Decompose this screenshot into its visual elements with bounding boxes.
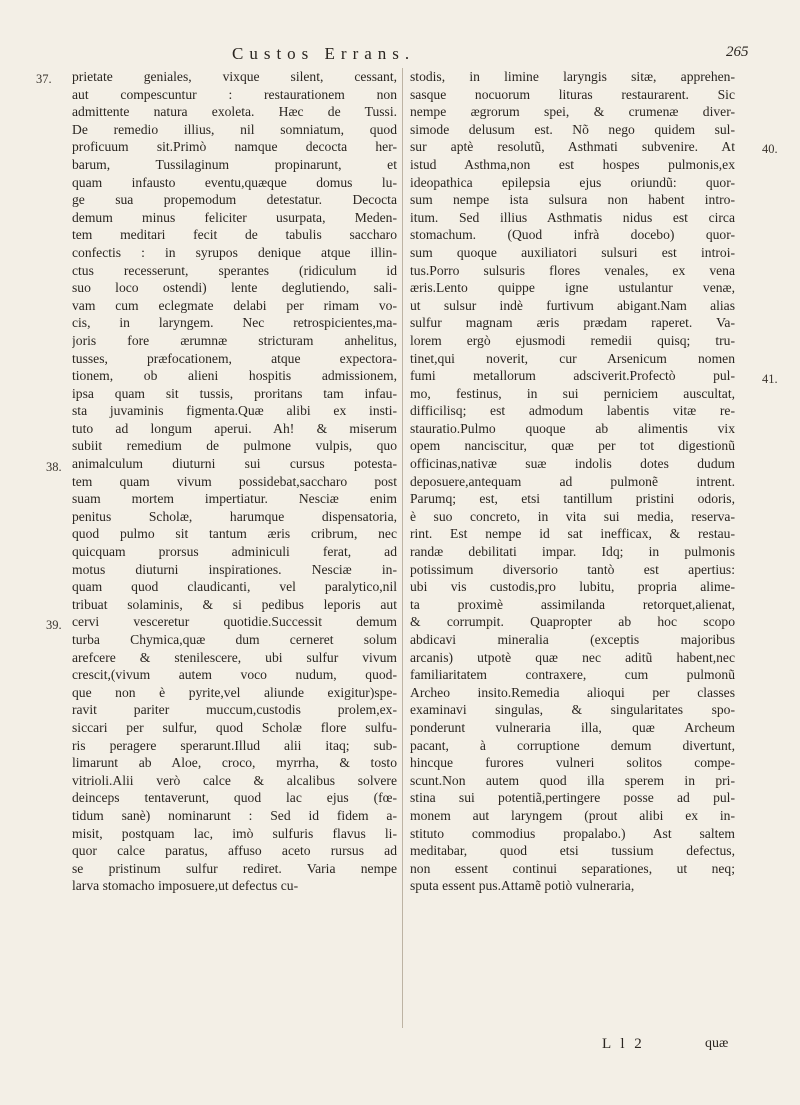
text-line: officinas,nativæ suæ indolis dotes dudum bbox=[410, 456, 735, 472]
text-line: penitus Scholæ, harumque dispensatoria, bbox=[72, 508, 397, 524]
text-line: confectis : in syrupos denique atque illin- bbox=[72, 244, 397, 260]
text-line: sum quoque auxiliatori sulsuri est introi- bbox=[410, 244, 735, 260]
text-line: turba Chymica,quæ dum cerneret solum bbox=[72, 632, 397, 647]
text-line: ravit pariter muccum,custodis prolem,ex- bbox=[72, 702, 397, 718]
margin-number-40: 40. bbox=[762, 142, 778, 156]
text-line: stituto commodius propalabo.) Ast saltem bbox=[410, 825, 735, 841]
text-line: stodis, in limine laryngis sitæ, apprehen- bbox=[410, 69, 735, 84]
text-line: quor calce paratus, affuso aceto rursus ad bbox=[72, 843, 397, 859]
text-line: pacant, à corruptione demum divertunt, bbox=[410, 737, 735, 753]
margin-number-39: 39. bbox=[46, 618, 62, 632]
text-line: subiit remedium de pulmone vulpis, quo bbox=[72, 438, 397, 454]
text-line: prietate geniales, vixque silent, cessant, bbox=[72, 69, 397, 84]
text-line: misit, postquam lac, imò sulfuris flavus li- bbox=[72, 825, 397, 841]
text-line: admittente natura exoleta. Hæc de Tussi. bbox=[72, 104, 397, 120]
text-line: randæ debilitati impar. Idq; in pulmonis bbox=[410, 544, 735, 560]
text-line: ideopathica epilepsia ejus oriundũ: quor- bbox=[410, 174, 735, 190]
text-line: demum minus feliciter usurpata, Meden- bbox=[72, 209, 397, 225]
margin-number-38: 38. bbox=[46, 460, 62, 474]
text-line: simode delusum est. Nõ nego quidem sul- bbox=[410, 121, 735, 137]
text-line: aut compescuntur : restaurationem non bbox=[72, 86, 397, 102]
left-column bbox=[72, 68, 397, 895]
text-line: tuto ad longum aperui. Ah! & miserum bbox=[72, 420, 397, 436]
text-line: sum nempe ista sulsura non habent intro- bbox=[410, 192, 735, 208]
text-line: & corrumpit. Quapropter ab hoc scopo bbox=[410, 614, 735, 630]
text-line: siccari per sulfur, quod Scholæ flore sulfu- bbox=[72, 719, 397, 735]
text-line: examinavi singulas, & singularitates spo- bbox=[410, 702, 735, 718]
text-line: itum. Sed illius Asthmatis nidus est circa bbox=[410, 209, 735, 225]
text-line: rint. Est nempe id sat inefficax, & restau- bbox=[410, 526, 735, 542]
text-line: abdicavi mineralia (exceptis majoribus bbox=[410, 632, 735, 647]
text-line: tinet,qui noverit, cur Arsenicum nomen bbox=[410, 350, 735, 366]
text-line: vam cum eclegmate delabi per rimam vo- bbox=[72, 297, 397, 313]
text-line: ubi vis custodis,pro lubitu, propria alime- bbox=[410, 579, 735, 595]
text-line: hincque furores vulneri solitos compe- bbox=[410, 755, 735, 771]
text-line: potissimum diversorio tantò est apertius: bbox=[410, 561, 735, 577]
text-line: cis, in laryngem. Nec retrospicientes,ma- bbox=[72, 315, 397, 331]
margin-number-41: 41. bbox=[762, 372, 778, 386]
text-line: sulfur magnam æris prædam raperet. Va- bbox=[410, 315, 735, 331]
text-line: mo, festinus, in sui perniciem auscultat, bbox=[410, 385, 735, 401]
text-line: que non è pyrite,vel aliunde exigitur)spe- bbox=[72, 684, 397, 700]
text-line: lorem ergò ejusmodi remedii quisq; tru- bbox=[410, 332, 735, 348]
text-line: ge sua propemodum detestatur. Decocta bbox=[72, 192, 397, 208]
running-head: Custos Errans. bbox=[232, 44, 416, 63]
text-line: larva stomacho imposuere,ut defectus cu- bbox=[72, 878, 299, 894]
column-divider bbox=[402, 68, 403, 1028]
text-line: deposuere,antequam ad pulmonẽ intrent. bbox=[410, 473, 735, 489]
text-line: quam infausto eventu,quæque domus lu- bbox=[72, 174, 397, 190]
right-column bbox=[410, 68, 735, 895]
text-line: quod pulmo sit tantum æris cribrum, nec bbox=[72, 526, 397, 542]
text-line: stomachum. (Quod infrà docebo) quor- bbox=[410, 227, 735, 243]
page-number: 265 bbox=[726, 44, 749, 60]
text-line: sur aptè resolutũ, Asthmati subvenire. At bbox=[410, 139, 735, 155]
text-line: cervi vesceretur quotidie.Successit demum bbox=[72, 614, 397, 630]
text-line: monem aut laryngem (prout alibi ex in- bbox=[410, 807, 735, 823]
text-line: Archeo insito.Remedia alioqui per classes bbox=[410, 684, 735, 700]
text-line: ut sulsur indè furtivum abigant.Nam alias bbox=[410, 297, 735, 313]
text-line: motus diuturni inspirationes. Nesciæ in- bbox=[72, 561, 397, 577]
text-line: De remedio illius, nil somniatum, quod bbox=[72, 121, 397, 137]
text-line: fumi metallorum adsciverit.Profectò pul- bbox=[410, 368, 735, 384]
text-line: suam mortem impertiatur. Nesciæ enim bbox=[72, 491, 397, 507]
text-line: tus.Porro sulsuris flores venales, ex vena bbox=[410, 262, 735, 278]
text-line: stauratio.Pulmo quoque ab alimentis vix bbox=[410, 420, 735, 436]
text-line: meditabar, quod etsi tussium defectus, bbox=[410, 843, 735, 859]
text-line: sputa essent pus.Attamẽ potiò vulneraria, bbox=[410, 878, 635, 894]
text-line: sasque nocuorum lituras restaurarent. Sic bbox=[410, 86, 735, 102]
text-line: ta proximè assimilanda retorquet,alienat, bbox=[410, 596, 735, 612]
text-line: se pristinum sulfur rediret. Varia nempe bbox=[72, 860, 397, 876]
margin-number-37: 37. bbox=[36, 72, 52, 86]
text-line: nempe ægrorum spei, & crumenæ diver- bbox=[410, 104, 735, 120]
text-line: difficilisq; est admodum labentis vitæ re- bbox=[410, 403, 735, 419]
text-line: æris.Lento quippe igne ustulantur venæ, bbox=[410, 280, 735, 296]
text-line: quam quod claudicanti, vel paralytico,nil bbox=[72, 579, 397, 595]
text-line: arefcere & stenilescere, ubi sulfur vivum bbox=[72, 649, 397, 665]
text-line: familiaritatem contraxere, cum pulmonũ bbox=[410, 667, 735, 683]
text-line: è suo concreto, in vita sui media, reserva- bbox=[410, 508, 735, 524]
text-line: Parumq; est, etsi tantillum pristini odoris, bbox=[410, 491, 735, 507]
text-line: joris fore ærumnæ stricturam anhelitus, bbox=[72, 332, 397, 348]
text-line: istud Asthma,non est hospes pulmonis,ex bbox=[410, 156, 735, 172]
text-line: arcanis) utpotè quæ nec aditũ habent,nec bbox=[410, 649, 735, 665]
text-line: animalculum diuturni sui cursus potesta- bbox=[72, 456, 397, 472]
text-line: suo loco ostendi) lente deglutiendo, sali- bbox=[72, 280, 397, 296]
text-line: tem meditari fecit de tabulis saccharo bbox=[72, 227, 397, 243]
text-line: proficuum sit.Primò namque decocta her- bbox=[72, 139, 397, 155]
text-line: ipsa quam sit tussis, proritans tam infau- bbox=[72, 385, 397, 401]
text-line: quicquam prorsus adminiculi ferat, ad bbox=[72, 544, 397, 560]
text-line: tusses, præfocationem, atque expectora- bbox=[72, 350, 397, 366]
text-line: non essent continui separationes, ut neq; bbox=[410, 860, 735, 876]
text-line: scunt.Non autem quod illa sperem in pri- bbox=[410, 772, 735, 788]
text-line: deinceps tentaverunt, quod lac ejus (fœ- bbox=[72, 790, 397, 806]
catchword: quæ bbox=[705, 1036, 729, 1051]
text-line: barum, Tussilaginum propinarunt, et bbox=[72, 156, 397, 172]
text-line: limarunt ab Aloe, croco, myrrha, & tosto bbox=[72, 755, 397, 771]
text-line: stina sui potentiã,pertingere posse ad pul- bbox=[410, 790, 735, 806]
signature-mark: L l 2 bbox=[602, 1036, 645, 1052]
text-line: ctus recesserunt, sperantes (ridiculum id bbox=[72, 262, 397, 278]
text-line: vitrioli.Alii verò calce & alcalibus solvere bbox=[72, 772, 397, 788]
text-line: tionem, ob alieni hospitis admissionem, bbox=[72, 368, 397, 384]
text-line: tribuat solaminis, & si pedibus leporis aut bbox=[72, 596, 397, 612]
text-line: opem nanciscitur, quæ per tot digestionũ bbox=[410, 438, 735, 454]
text-line: ponderunt vulneraria illa, quæ Archeum bbox=[410, 719, 735, 735]
text-line: crescit,(vivum autem voco nudum, quod- bbox=[72, 667, 397, 683]
text-line: ris peragere sperarunt.Illud alii itaq; sub- bbox=[72, 737, 397, 753]
text-line: tem quam vivum possidebat,saccharo post bbox=[72, 473, 397, 489]
text-line: sta juvaminis figmenta.Quæ alibi ex insti- bbox=[72, 403, 397, 419]
text-line: tidum sanè) nominarunt : Sed id fidem a- bbox=[72, 807, 397, 823]
